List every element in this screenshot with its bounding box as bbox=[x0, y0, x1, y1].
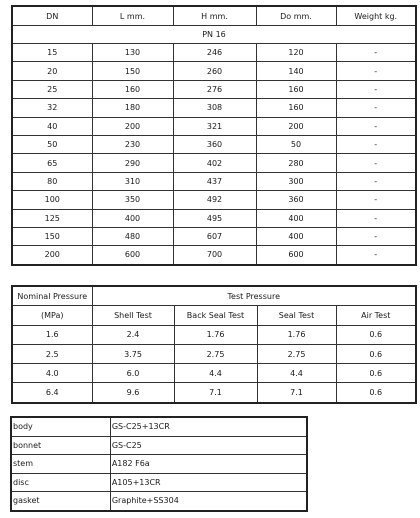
dimensions-cell: 50 bbox=[12, 135, 92, 153]
dimensions-cell: 400 bbox=[256, 227, 336, 245]
dimensions-cell: 125 bbox=[12, 209, 92, 227]
pressure-subheader-row bbox=[12, 306, 416, 325]
dimensions-cell: 310 bbox=[92, 172, 173, 190]
materials-row bbox=[11, 473, 307, 492]
dimensions-cell: 600 bbox=[256, 246, 336, 265]
pn-rating-row bbox=[12, 26, 416, 44]
dimensions-cell: - bbox=[336, 209, 416, 227]
pressure-cell: 0.6 bbox=[336, 383, 416, 403]
dimensions-row bbox=[12, 117, 416, 135]
dimensions-cell: 321 bbox=[173, 117, 256, 135]
pressure-cell: 0.6 bbox=[336, 325, 416, 344]
dimensions-cell: - bbox=[336, 135, 416, 153]
materials-cell: gasket bbox=[11, 492, 110, 511]
pressure-cell: 7.1 bbox=[257, 383, 336, 403]
header-dn: DN bbox=[12, 6, 92, 26]
pressure-cell: 9.6 bbox=[92, 383, 174, 403]
pressure-cell: 4.4 bbox=[257, 364, 336, 383]
dimensions-row bbox=[12, 191, 416, 209]
pressure-row bbox=[12, 364, 416, 383]
pressure-cell: 7.1 bbox=[174, 383, 257, 403]
materials-cell: Graphite+SS304 bbox=[110, 492, 307, 511]
materials-row bbox=[11, 455, 307, 474]
dimensions-cell: 65 bbox=[12, 154, 92, 172]
header-weight: Weight kg. bbox=[336, 6, 416, 26]
dimensions-cell: 150 bbox=[92, 62, 173, 80]
materials-row bbox=[11, 436, 307, 455]
pn-rating-label: PN 16 bbox=[12, 26, 416, 44]
dimensions-cell: 480 bbox=[92, 227, 173, 245]
dimensions-cell: - bbox=[336, 62, 416, 80]
dimensions-cell: 400 bbox=[256, 209, 336, 227]
dimensions-cell: 700 bbox=[173, 246, 256, 265]
dimensions-cell: - bbox=[336, 172, 416, 190]
dimensions-cell: 492 bbox=[173, 191, 256, 209]
dimensions-cell: 246 bbox=[173, 44, 256, 62]
dimensions-cell: 200 bbox=[92, 117, 173, 135]
dimensions-cell: 180 bbox=[92, 99, 173, 117]
pressure-cell: 4.4 bbox=[174, 364, 257, 383]
dimensions-cell: 15 bbox=[12, 44, 92, 62]
dimensions-cell: 20 bbox=[12, 62, 92, 80]
pressure-cell: 3.75 bbox=[92, 344, 174, 363]
pressure-cell: 2.75 bbox=[257, 344, 336, 363]
header-outer-diameter: Do mm. bbox=[256, 6, 336, 26]
dimensions-cell: - bbox=[336, 154, 416, 172]
dimensions-cell: 140 bbox=[256, 62, 336, 80]
dimensions-cell: - bbox=[336, 246, 416, 265]
dimensions-cell: - bbox=[336, 99, 416, 117]
dimensions-cell: 350 bbox=[92, 191, 173, 209]
dimensions-cell: 200 bbox=[256, 117, 336, 135]
pressure-row bbox=[12, 383, 416, 403]
dimensions-cell: 276 bbox=[173, 80, 256, 98]
pressure-cell: 6.0 bbox=[92, 364, 174, 383]
dimensions-row bbox=[12, 209, 416, 227]
dimensions-header-row bbox=[12, 6, 416, 26]
dimensions-cell: 230 bbox=[92, 135, 173, 153]
materials-cell: body bbox=[11, 417, 110, 436]
dimensions-cell: 100 bbox=[12, 191, 92, 209]
dimensions-cell: 402 bbox=[173, 154, 256, 172]
dimensions-row bbox=[12, 227, 416, 245]
dimensions-row bbox=[12, 172, 416, 190]
dimensions-cell: 150 bbox=[12, 227, 92, 245]
materials-row bbox=[11, 417, 307, 436]
header-nominal-unit: (MPa) bbox=[12, 306, 92, 325]
header-nominal-pressure: Nominal Pressure bbox=[12, 286, 92, 306]
pressure-cell: 2.4 bbox=[92, 325, 174, 344]
dimensions-cell: 495 bbox=[173, 209, 256, 227]
header-seal-test: Seal Test bbox=[257, 306, 336, 325]
dimensions-cell: - bbox=[336, 191, 416, 209]
header-shell-test: Shell Test bbox=[92, 306, 174, 325]
materials-row bbox=[11, 492, 307, 511]
header-air-test: Air Test bbox=[336, 306, 416, 325]
dimensions-row bbox=[12, 246, 416, 265]
pressure-cell: 1.76 bbox=[174, 325, 257, 344]
pressure-cell: 1.76 bbox=[257, 325, 336, 344]
dimensions-row bbox=[12, 62, 416, 80]
dimensions-row bbox=[12, 135, 416, 153]
dimensions-row bbox=[12, 80, 416, 98]
pressure-cell: 4.0 bbox=[12, 364, 92, 383]
dimensions-cell: 50 bbox=[256, 135, 336, 153]
dimensions-row bbox=[12, 154, 416, 172]
dimensions-cell: - bbox=[336, 227, 416, 245]
pressure-cell: 0.6 bbox=[336, 344, 416, 363]
pressure-row bbox=[12, 325, 416, 344]
dimensions-cell: 437 bbox=[173, 172, 256, 190]
dimensions-cell: 200 bbox=[12, 246, 92, 265]
materials-cell: GS-C25 bbox=[110, 436, 307, 455]
dimensions-cell: 600 bbox=[92, 246, 173, 265]
header-test-pressure: Test Pressure bbox=[92, 286, 416, 306]
dimensions-cell: - bbox=[336, 117, 416, 135]
pressure-row bbox=[12, 344, 416, 363]
header-length: L mm. bbox=[92, 6, 173, 26]
dimensions-row bbox=[12, 99, 416, 117]
dimensions-cell: 130 bbox=[92, 44, 173, 62]
header-height: H mm. bbox=[173, 6, 256, 26]
pressure-cell: 6.4 bbox=[12, 383, 92, 403]
dimensions-cell: 160 bbox=[92, 80, 173, 98]
dimensions-cell: 80 bbox=[12, 172, 92, 190]
materials-cell: A105+13CR bbox=[110, 473, 307, 492]
dimensions-table bbox=[11, 5, 417, 266]
pressure-cell: 1.6 bbox=[12, 325, 92, 344]
header-back-seal-test: Back Seal Test bbox=[174, 306, 257, 325]
materials-cell: disc bbox=[11, 473, 110, 492]
materials-cell: stem bbox=[11, 455, 110, 474]
dimensions-cell: 400 bbox=[92, 209, 173, 227]
dimensions-cell: 120 bbox=[256, 44, 336, 62]
dimensions-cell: 32 bbox=[12, 99, 92, 117]
materials-cell: GS-C25+13CR bbox=[110, 417, 307, 436]
materials-cell: bonnet bbox=[11, 436, 110, 455]
dimensions-cell: 360 bbox=[173, 135, 256, 153]
pressure-cell: 0.6 bbox=[336, 364, 416, 383]
dimensions-cell: - bbox=[336, 80, 416, 98]
dimensions-cell: - bbox=[336, 44, 416, 62]
dimensions-cell: 607 bbox=[173, 227, 256, 245]
dimensions-cell: 25 bbox=[12, 80, 92, 98]
materials-table bbox=[10, 416, 308, 512]
materials-cell: A182 F6a bbox=[110, 455, 307, 474]
dimensions-cell: 280 bbox=[256, 154, 336, 172]
pressure-table bbox=[11, 285, 417, 404]
dimensions-cell: 290 bbox=[92, 154, 173, 172]
dimensions-cell: 300 bbox=[256, 172, 336, 190]
dimensions-row bbox=[12, 44, 416, 62]
dimensions-cell: 308 bbox=[173, 99, 256, 117]
pressure-cell: 2.5 bbox=[12, 344, 92, 363]
dimensions-cell: 160 bbox=[256, 80, 336, 98]
dimensions-cell: 160 bbox=[256, 99, 336, 117]
dimensions-cell: 360 bbox=[256, 191, 336, 209]
pressure-cell: 2.75 bbox=[174, 344, 257, 363]
dimensions-cell: 40 bbox=[12, 117, 92, 135]
dimensions-cell: 260 bbox=[173, 62, 256, 80]
pressure-header-row bbox=[12, 286, 416, 306]
